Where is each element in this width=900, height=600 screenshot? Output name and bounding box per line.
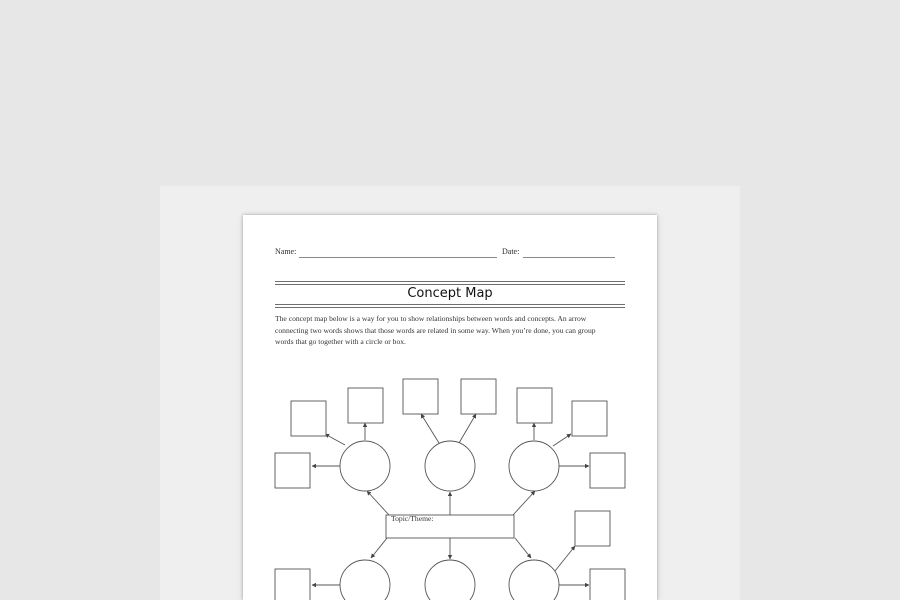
name-label: Name: [275, 247, 297, 256]
concept-box [461, 379, 496, 414]
worksheet-title: Concept Map [407, 286, 493, 301]
concept-box [517, 388, 552, 423]
connector [515, 538, 531, 558]
concept-box [590, 569, 625, 600]
concept-map-diagram [243, 215, 657, 600]
topic-label: Topic/Theme: [391, 514, 434, 523]
concept-circle [425, 560, 475, 600]
concept-box [348, 388, 383, 423]
concept-box [291, 401, 326, 436]
connector [553, 434, 571, 446]
connector [367, 491, 389, 515]
concept-box [575, 511, 610, 546]
concept-circle [340, 560, 390, 600]
concept-box [572, 401, 607, 436]
concept-circle [509, 441, 559, 491]
concept-box [403, 379, 438, 414]
connector [325, 434, 345, 445]
concept-box [275, 453, 310, 488]
concept-circle [425, 441, 475, 491]
date-label: Date: [502, 247, 520, 256]
instructions-text: The concept map below is a way for you to show relationships between words and concepts. An arrow connecting two words shows that those words are related in some way. When you’re done, you can group words that go together with a circle or box. [275, 314, 596, 347]
concept-box [590, 453, 625, 488]
connector [555, 546, 575, 571]
connector [421, 414, 439, 443]
concept-circle [340, 441, 390, 491]
worksheet-page [243, 215, 657, 600]
connector [459, 414, 476, 443]
concept-circle [509, 560, 559, 600]
connector [513, 491, 535, 515]
connector [371, 538, 387, 558]
concept-box [275, 569, 310, 600]
